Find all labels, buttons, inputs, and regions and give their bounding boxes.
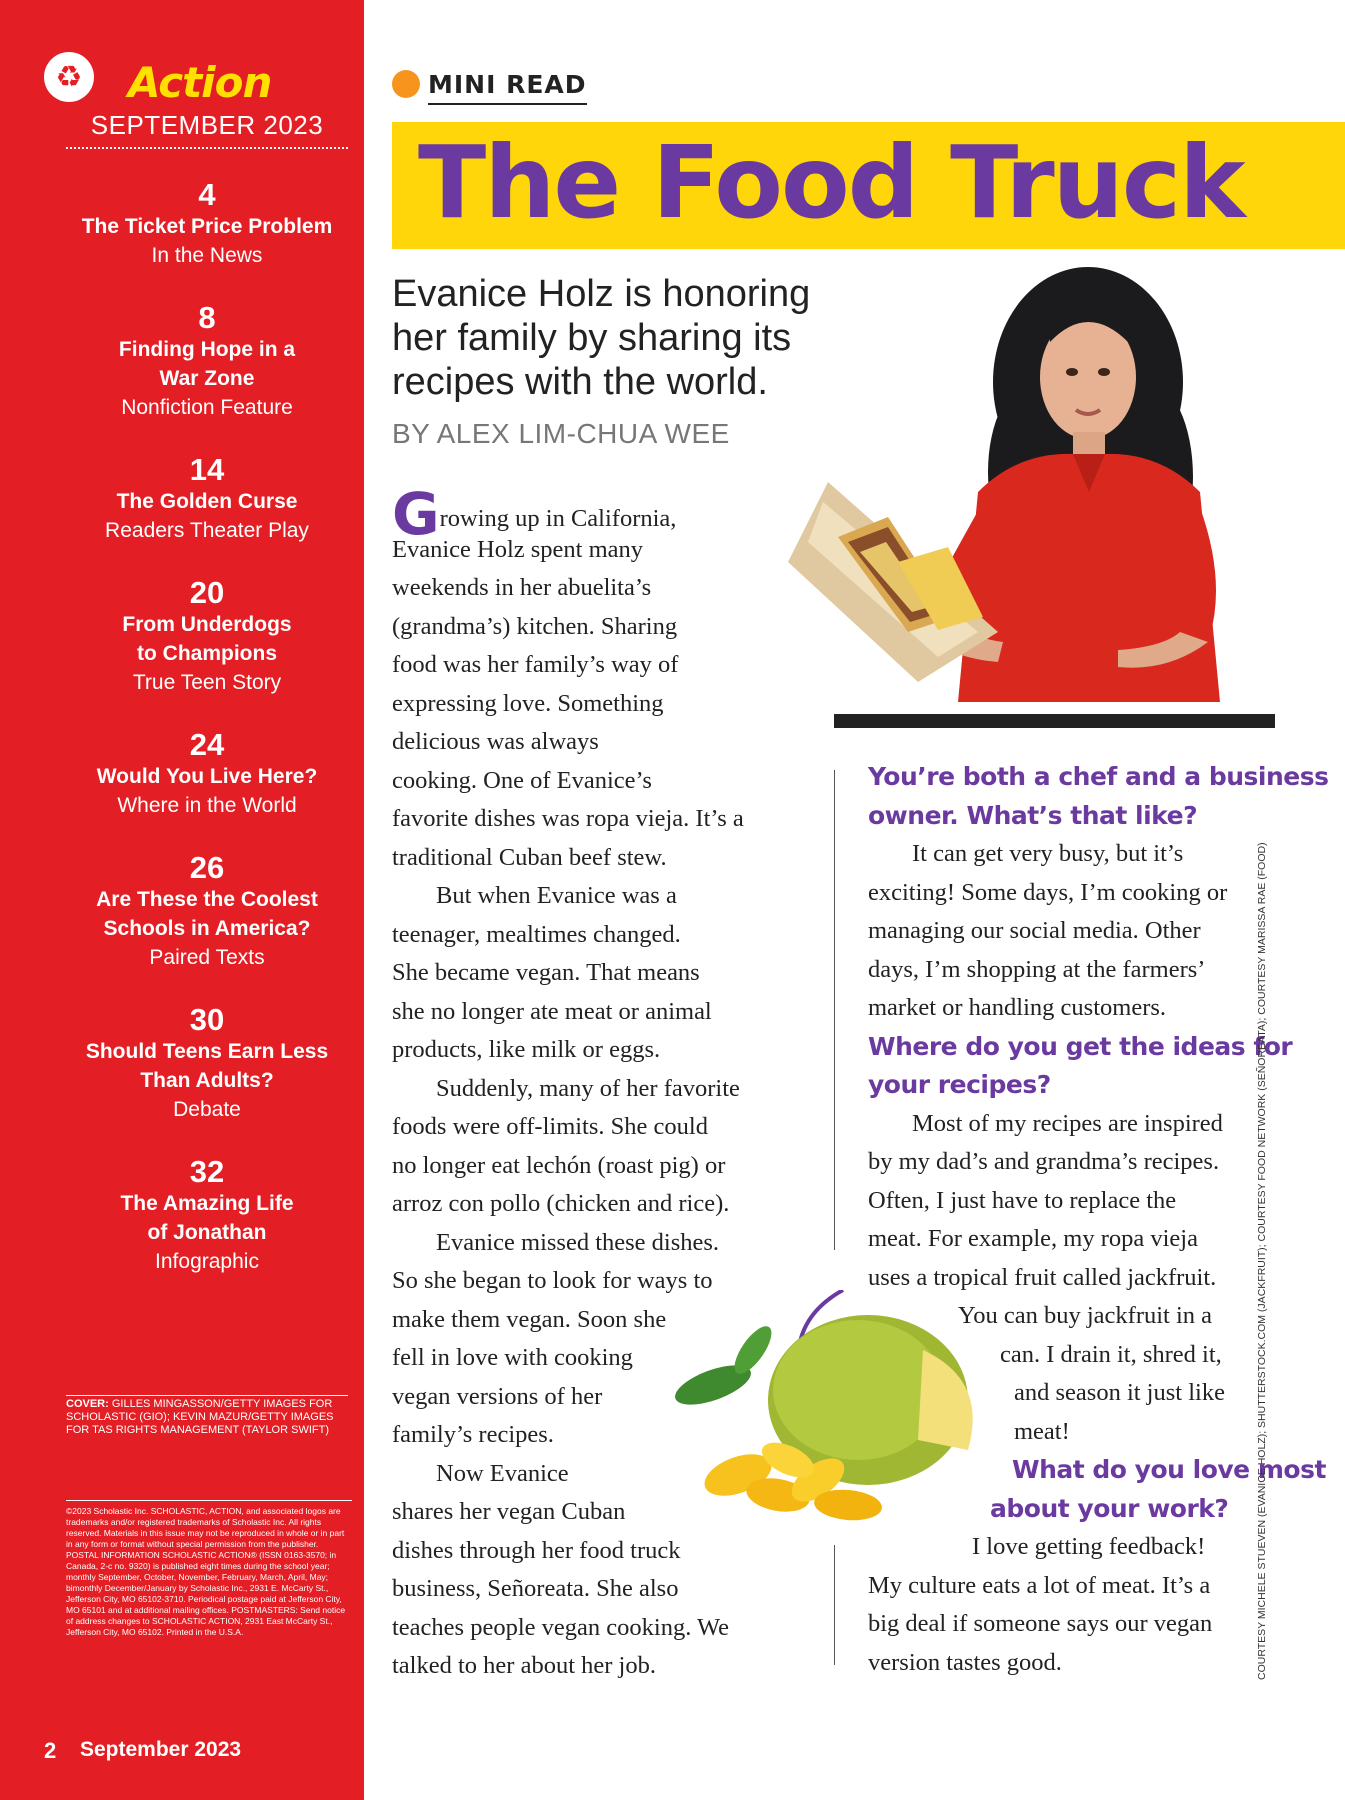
text-line: But when Evanice was a [436, 882, 677, 909]
toc-title: Would You Live Here? [96, 765, 318, 788]
text-line: dishes through her food truck [392, 1536, 681, 1564]
toc-item[interactable] [66, 178, 348, 270]
photo-underline [834, 714, 1275, 728]
page-title: The Food Truck [418, 124, 1244, 241]
toc-type: In the News [151, 244, 263, 267]
toc-item[interactable] [66, 1003, 348, 1124]
text-line: family’s recipes. [392, 1421, 554, 1448]
text-line: You can buy jackfruit in a [958, 1302, 1213, 1329]
text-line: teenager, mealtimes changed. [392, 920, 681, 948]
divider [66, 147, 348, 149]
toc-title: The Golden Curse [116, 490, 298, 513]
interview-question: about your work? [990, 1493, 1229, 1523]
magazine-brand: Action [128, 58, 272, 107]
text-line: arroz con pollo (chicken and rice). [392, 1190, 730, 1217]
text-line: traditional Cuban beef stew. [392, 843, 667, 871]
toc-type: Paired Texts [149, 946, 265, 969]
interview-question: owner. What’s that like? [868, 800, 1198, 830]
toc-item[interactable] [66, 728, 348, 820]
toc-page-number: 24 [189, 727, 225, 762]
toc-type: Nonfiction Feature [121, 396, 293, 419]
toc-page-number: 26 [189, 850, 225, 885]
toc-type: Readers Theater Play [105, 519, 309, 542]
article-dek: Evanice Holz is honoring her family by sharing its recipes with the world. [392, 273, 811, 403]
text-line: foods were off-limits. She could [392, 1113, 708, 1140]
chef-photo [788, 262, 1274, 712]
text-line: version tastes good. [868, 1648, 1062, 1676]
text-line: Suddenly, many of her favorite [436, 1074, 740, 1102]
text-line: My culture eats a lot of meat. It’s a [868, 1571, 1211, 1599]
toc-item[interactable] [66, 453, 348, 545]
toc-type: Infographic [155, 1250, 259, 1273]
text-line: delicious was always [392, 728, 599, 755]
toc-page-number: 30 [189, 1002, 225, 1037]
text-line: I love getting feedback! [972, 1533, 1206, 1560]
text-line: days, I’m shopping at the farmers’ [868, 955, 1206, 983]
photo-credit: COURTESY MICHELE STUEVEN (EVANICE HOLZ); SHUTTERSTOCK.COM (JACKFRUIT); COURTESY FOOD NETWORK (SEÑOREATA); COURTESY MARISSA RAE (FOOD) [1256, 842, 1268, 1680]
text-line: Growing up in California, [392, 480, 677, 548]
toc-title: Finding Hope in a War Zone [118, 338, 296, 390]
section-dot-icon [392, 70, 420, 98]
legal-notice: ©2023 Scholastic Inc. SCHOLASTIC, ACTION, and associated logos are trademarks and/or registered trademarks of Scholastic Inc. All rights reserved. Materials in this issue may not be reproduced in whole or in part in any form or format without special permission from the publisher. POSTAL INFORMATION SCHOLASTIC ACTION® (ISSN 0163-3570; in Canada, 2-c no. 9320) is published eight times during the school year; monthly September, October, November, February, March, April, May; bimonthly December/January by Scholastic Inc., 2931 E. McCarty St., Jefferson City, MO 65102-3710. Periodical postage paid at Jefferson City, MO 65101 and at additional mailing offices. POSTMASTERS: Send notice of address changes to SCHOLASTIC ACTION, 2931 East McCarty St., Jefferson City, MO 65102. Printed in the U.S.A. [66, 1500, 352, 1638]
text-line: fell in love with cooking [392, 1344, 633, 1371]
text-line: weekends in her abuelita’s [392, 574, 652, 601]
text-line: and season it just like [1014, 1379, 1225, 1406]
drop-cap: G [392, 480, 440, 548]
text-line: no longer eat lechón (roast pig) or [392, 1151, 726, 1179]
toc-page-number: 32 [189, 1154, 225, 1189]
text-line: So she began to look for ways to [392, 1267, 713, 1294]
column-divider [834, 770, 835, 1250]
footer-date: September 2023 [80, 1738, 242, 1761]
text-line: Evanice Holz spent many [392, 535, 644, 563]
page-number: 2 [44, 1738, 57, 1763]
toc-page-number: 14 [189, 452, 225, 487]
text-line: make them vegan. Soon she [392, 1305, 667, 1333]
text-line: expressing love. Something [392, 689, 664, 717]
text-line: favorite dishes was ropa vieja. It’s a [392, 805, 744, 832]
text-line: food was her family’s way of [392, 651, 679, 678]
text-line: can. I drain it, shred it, [1000, 1340, 1222, 1368]
text-line: vegan versions of her [392, 1382, 603, 1410]
text-line: cooking. One of Evanice’s [392, 766, 652, 794]
text-line: products, like milk or eggs. [392, 1036, 661, 1063]
text-line: by my dad’s and grandma’s recipes. [868, 1148, 1220, 1175]
toc-list [66, 178, 348, 1307]
interview-question: What do you love most [1012, 1455, 1326, 1484]
toc-title: The Amazing Life of Jonathan [120, 1192, 294, 1244]
text-line: She became vegan. That means [392, 959, 700, 986]
interview-question: You’re both a chef and a business [868, 762, 1329, 791]
interview-question: Where do you get the ideas for [868, 1031, 1293, 1061]
text-line: business, Señoreata. She also [392, 1575, 679, 1602]
text-line: she no longer ate meat or animal [392, 997, 712, 1025]
cover-credit: COVER: GILLES MINGASSON/GETTY IMAGES FOR SCHOLASTIC (GIO); KEVIN MAZUR/GETTY IMAGES FOR TAS RIGHTS MANAGEMENT (TAYLOR SWIFT) [66, 1395, 348, 1437]
text-line: exciting! Some days, I’m cooking or [868, 878, 1228, 906]
interview-question: your recipes? [868, 1070, 1051, 1099]
column-divider [834, 1545, 835, 1665]
toc-item[interactable] [66, 301, 348, 422]
issue-date: SEPTEMBER 2023 [90, 110, 324, 140]
toc-item[interactable] [66, 851, 348, 972]
jackfruit-photo [668, 1290, 1008, 1530]
text-line: It can get very busy, but it’s [912, 840, 1184, 867]
text-line: Now Evanice [436, 1459, 569, 1487]
toc-page-number: 8 [198, 300, 216, 335]
text-line: market or handling customers. [868, 994, 1167, 1021]
toc-type: Where in the World [117, 794, 297, 817]
toc-item[interactable] [66, 1155, 348, 1276]
toc-title: Are These the Coolest Schools in America? [96, 888, 318, 940]
text-line: talked to her about her job. [392, 1652, 656, 1679]
toc-page-number: 20 [189, 575, 225, 610]
byline: BY ALEX LIM-CHUA WEE [392, 418, 730, 449]
text-line: big deal if someone says our vegan [868, 1610, 1213, 1637]
text-line: managing our social media. Other [868, 917, 1201, 944]
toc-title: The Ticket Price Problem [81, 215, 333, 238]
text-line: (grandma’s) kitchen. Sharing [392, 612, 678, 640]
toc-title: From Underdogs to Champions [122, 613, 292, 665]
section-label: MINI READ [428, 70, 587, 105]
text-line: uses a tropical fruit called jackfruit. [868, 1263, 1217, 1291]
table-of-contents-sidebar [0, 0, 364, 1800]
recycle-icon: ♻ [44, 52, 94, 102]
text-line: meat. For example, my ropa vieja [868, 1225, 1198, 1252]
toc-item[interactable] [66, 576, 348, 697]
text-line: teaches people vegan cooking. We [392, 1613, 730, 1641]
text-line: Evanice missed these dishes. [436, 1228, 720, 1256]
toc-type: True Teen Story [132, 671, 282, 694]
text-line: shares her vegan Cuban [392, 1498, 626, 1525]
text-line: Most of my recipes are inspired [912, 1109, 1223, 1137]
toc-type: Debate [173, 1098, 241, 1121]
toc-page-number: 4 [198, 177, 216, 212]
text-line: meat! [1014, 1417, 1070, 1445]
toc-title: Should Teens Earn Less Than Adults? [85, 1040, 329, 1092]
text-line: Often, I just have to replace the [868, 1186, 1177, 1214]
